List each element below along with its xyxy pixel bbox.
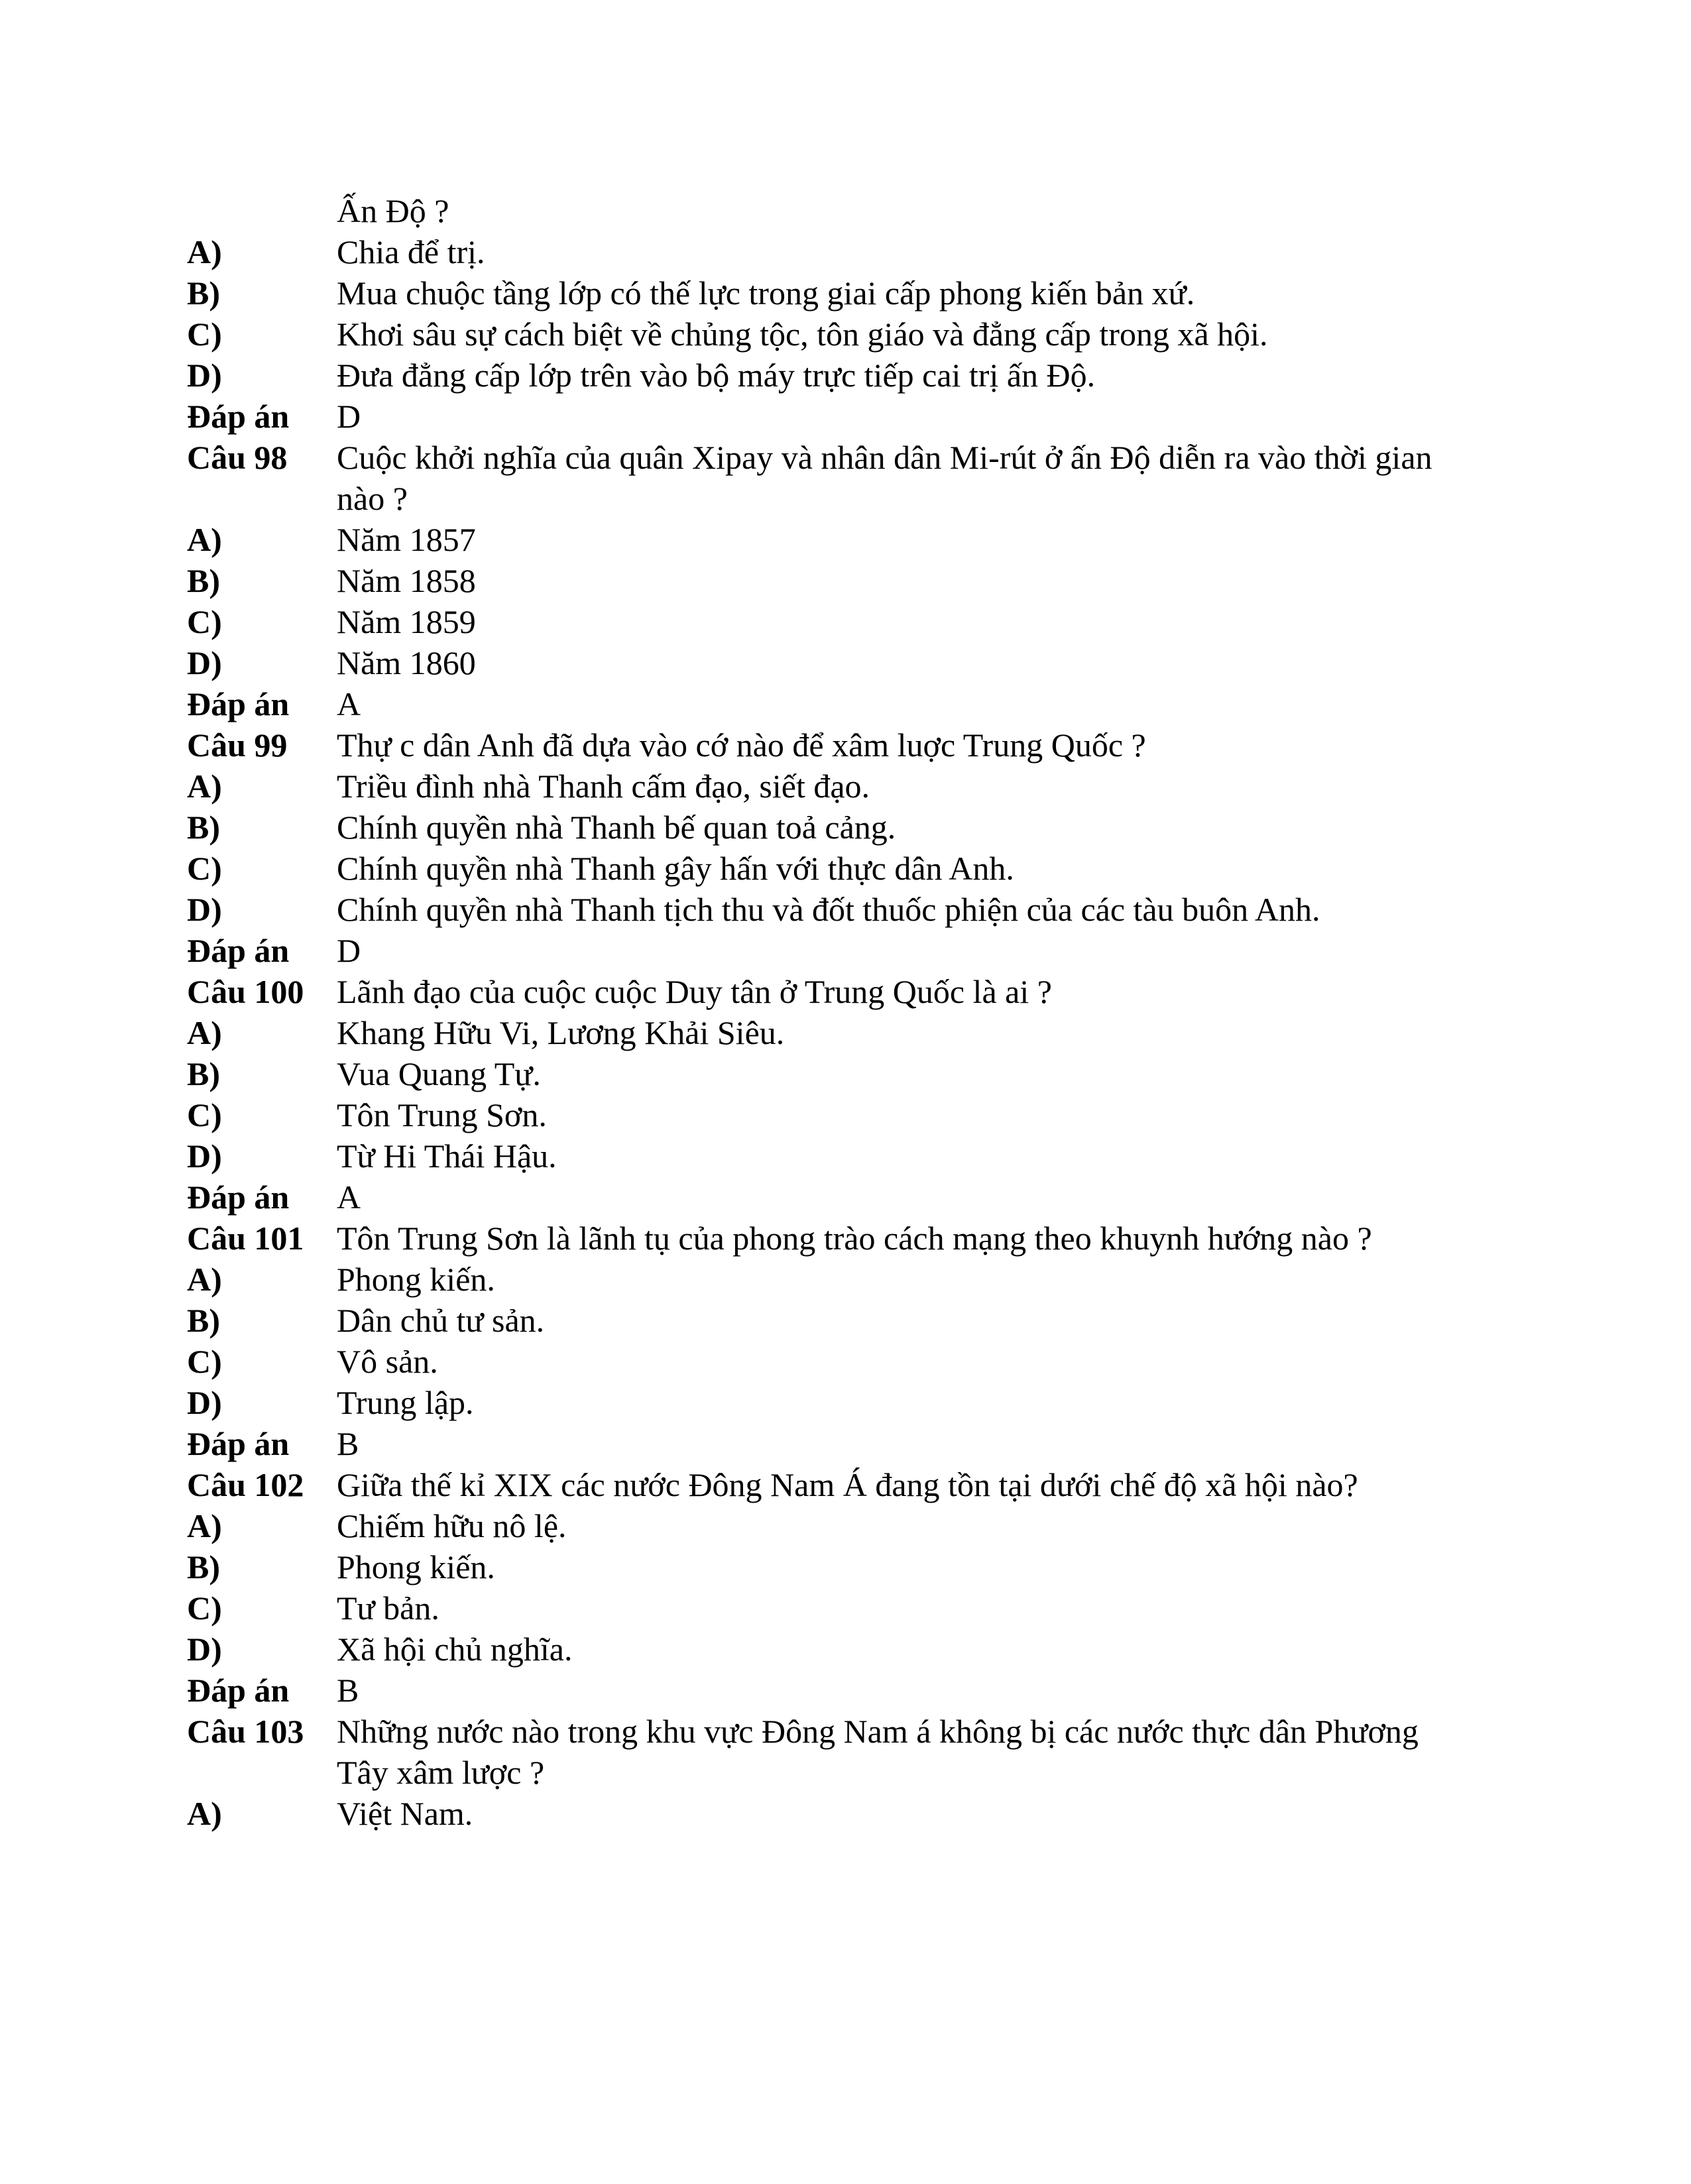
option-label: C) xyxy=(187,1096,222,1133)
question-text: Ấn Độ ? xyxy=(337,192,449,229)
option-text: Từ Hi Thái Hậu. xyxy=(337,1137,557,1175)
option-b xyxy=(187,1053,1513,1094)
option-text: Chia để trị. xyxy=(337,233,485,270)
question-101 xyxy=(187,1218,1513,1259)
option-a xyxy=(187,1259,1513,1300)
option-d xyxy=(187,889,1513,930)
question-label: Câu 101 xyxy=(187,1220,304,1257)
option-text: Vua Quang Tự. xyxy=(337,1055,541,1092)
answer-row xyxy=(187,396,1513,437)
question-text: Những nước nào trong khu vực Đông Nam á không bị các nước thực dân Phương Tây xâm lược ? xyxy=(337,1713,1419,1791)
question-102 xyxy=(187,1464,1513,1505)
option-label: B) xyxy=(187,1548,220,1585)
option-text: Vô sản. xyxy=(337,1343,438,1380)
question-text: Giữa thế kỉ XIX các nước Đông Nam Á đang tồn tại dưới chế độ xã hội nào? xyxy=(337,1466,1358,1503)
option-text: Năm 1860 xyxy=(337,644,476,681)
option-a xyxy=(187,519,1513,560)
option-b xyxy=(187,1546,1513,1587)
option-text: Chính quyền nhà Thanh gây hấn với thực dân Anh. xyxy=(337,850,1014,887)
option-label: D) xyxy=(187,1137,222,1175)
option-text: Phong kiến. xyxy=(337,1261,495,1298)
option-label: C) xyxy=(187,603,222,640)
option-text: Trung lập. xyxy=(337,1384,474,1421)
answer-row xyxy=(187,1177,1513,1218)
option-text: Năm 1858 xyxy=(337,562,476,599)
option-label: B) xyxy=(187,1302,220,1339)
option-label: A) xyxy=(187,521,222,558)
question-label: Câu 103 xyxy=(187,1713,304,1750)
option-label: B) xyxy=(187,562,220,599)
option-text: Triều đình nhà Thanh cấm đạo, siết đạo. xyxy=(337,768,870,805)
answer-value: A xyxy=(337,1178,361,1216)
answer-label: Đáp án xyxy=(187,1178,290,1216)
option-d xyxy=(187,1382,1513,1423)
answer-row xyxy=(187,683,1513,724)
answer-label: Đáp án xyxy=(187,932,290,969)
option-label: B) xyxy=(187,809,220,846)
question-98 xyxy=(187,437,1513,519)
option-text: Đưa đẳng cấp lớp trên vào bộ máy trực tiếp cai trị ấn Độ. xyxy=(337,357,1096,394)
option-a xyxy=(187,766,1513,807)
option-label: A) xyxy=(187,1795,222,1832)
option-c xyxy=(187,1094,1513,1135)
question-label: Câu 100 xyxy=(187,973,304,1010)
option-text: Dân chủ tư sản. xyxy=(337,1302,545,1339)
option-text: Phong kiến. xyxy=(337,1548,495,1585)
option-label: A) xyxy=(187,1261,222,1298)
option-text: Khang Hữu Vi, Lương Khải Siêu. xyxy=(337,1014,785,1051)
option-label: D) xyxy=(187,891,222,928)
question-99 xyxy=(187,724,1513,766)
answer-label: Đáp án xyxy=(187,1672,290,1709)
question-text: Lãnh đạo của cuộc cuộc Duy tân ở Trung Quốc là ai ? xyxy=(337,973,1052,1010)
option-a xyxy=(187,1793,1513,1834)
option-text: Mua chuộc tầng lớp có thế lực trong giai cấp phong kiến bản xứ. xyxy=(337,274,1195,312)
answer-label: Đáp án xyxy=(187,398,290,435)
option-text: Năm 1859 xyxy=(337,603,476,640)
option-d xyxy=(187,1135,1513,1177)
answer-label: Đáp án xyxy=(187,685,290,722)
option-text: Chính quyền nhà Thanh tịch thu và đốt thuốc phiện của các tàu buôn Anh. xyxy=(337,891,1320,928)
option-label: B) xyxy=(187,274,220,312)
option-c xyxy=(187,1341,1513,1382)
question-continuation xyxy=(187,190,1513,231)
answer-value: D xyxy=(337,398,361,435)
question-text: Cuộc khởi nghĩa của quân Xipay và nhân dân Mi-rút ở ấn Độ diễn ra vào thời gian nào ? xyxy=(337,439,1432,517)
option-b xyxy=(187,807,1513,848)
answer-value: B xyxy=(337,1672,359,1709)
question-text: Thự c dân Anh đã dựa vào cớ nào để xâm luợc Trung Quốc ? xyxy=(337,726,1146,764)
option-d xyxy=(187,355,1513,396)
option-label: C) xyxy=(187,1589,222,1627)
option-label: C) xyxy=(187,316,222,353)
option-label: D) xyxy=(187,357,222,394)
option-label: A) xyxy=(187,1507,222,1544)
option-b xyxy=(187,272,1513,314)
question-label: Câu 98 xyxy=(187,439,288,476)
option-c xyxy=(187,601,1513,642)
option-label: B) xyxy=(187,1055,220,1092)
question-103 xyxy=(187,1711,1513,1793)
option-c xyxy=(187,314,1513,355)
answer-value: D xyxy=(337,932,361,969)
option-text: Tôn Trung Sơn. xyxy=(337,1096,547,1133)
answer-label: Đáp án xyxy=(187,1425,290,1462)
option-b xyxy=(187,1300,1513,1341)
option-d xyxy=(187,1629,1513,1670)
option-text: Tư bản. xyxy=(337,1589,439,1627)
option-label: A) xyxy=(187,1014,222,1051)
answer-value: B xyxy=(337,1425,359,1462)
option-text: Chính quyền nhà Thanh bế quan toả cảng. xyxy=(337,809,896,846)
question-text: Tôn Trung Sơn là lãnh tụ của phong trào cách mạng theo khuynh hướng nào ? xyxy=(337,1220,1372,1257)
option-b xyxy=(187,560,1513,601)
option-c xyxy=(187,1587,1513,1629)
answer-value: A xyxy=(337,685,361,722)
option-text: Chiếm hữu nô lệ. xyxy=(337,1507,567,1544)
answer-row xyxy=(187,930,1513,971)
option-label: D) xyxy=(187,1631,222,1668)
question-list xyxy=(187,190,1513,1834)
option-label: A) xyxy=(187,233,222,270)
option-a xyxy=(187,231,1513,272)
question-label: Câu 102 xyxy=(187,1466,304,1503)
answer-row xyxy=(187,1670,1513,1711)
option-d xyxy=(187,642,1513,683)
option-label: C) xyxy=(187,1343,222,1380)
option-label: A) xyxy=(187,768,222,805)
option-text: Xã hội chủ nghĩa. xyxy=(337,1631,573,1668)
option-text: Năm 1857 xyxy=(337,521,476,558)
option-text: Việt Nam. xyxy=(337,1795,473,1832)
answer-row xyxy=(187,1423,1513,1464)
option-text: Khơi sâu sự cách biệt về chủng tộc, tôn giáo và đẳng cấp trong xã hội. xyxy=(337,316,1268,353)
option-a xyxy=(187,1505,1513,1546)
option-c xyxy=(187,848,1513,889)
option-label: C) xyxy=(187,850,222,887)
option-label: D) xyxy=(187,1384,222,1421)
option-a xyxy=(187,1012,1513,1053)
option-label: D) xyxy=(187,644,222,681)
question-100 xyxy=(187,971,1513,1012)
question-label: Câu 99 xyxy=(187,726,288,764)
